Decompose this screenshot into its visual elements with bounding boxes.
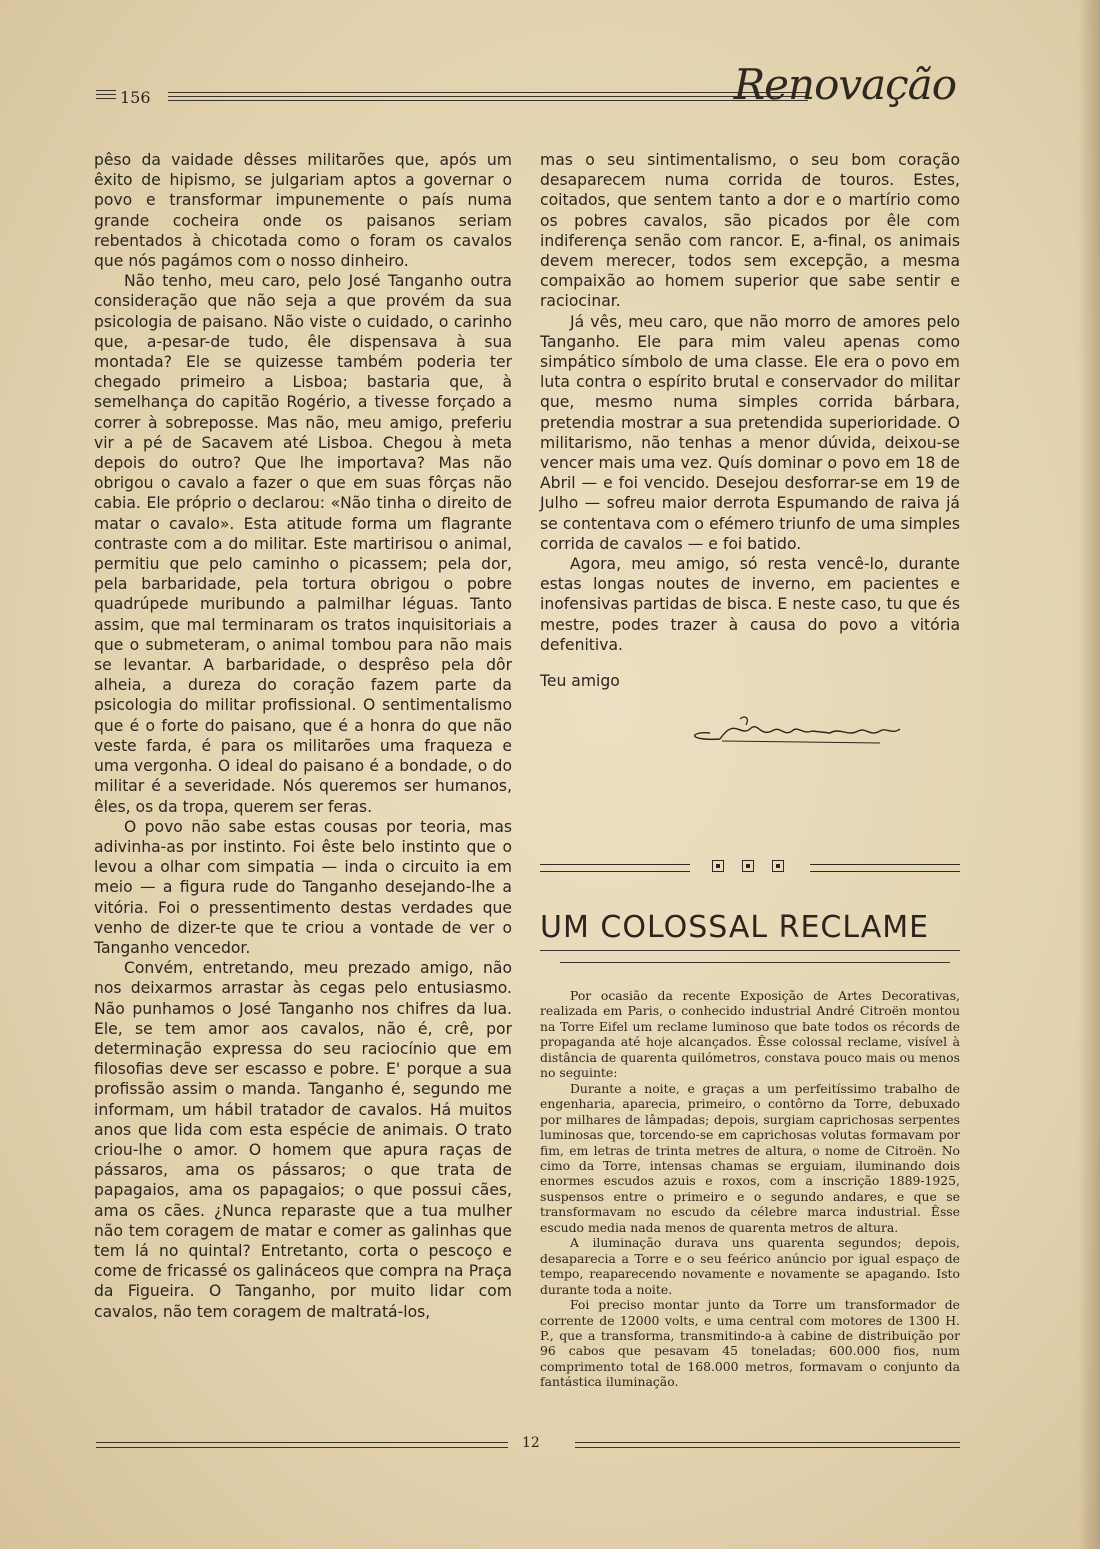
signature xyxy=(540,707,960,767)
header-rule xyxy=(168,92,808,93)
left-column xyxy=(94,150,512,1322)
paragraph: Já vês, meu caro, que não morro de amores pelo Tanganho. Ele para mim valeu apenas como simpático símbolo de uma classe. Ele era o povo em luta contra o espírito brutal e conservador do militar que, mesmo numa simples corrida bárbara, pretendia mostrar a sua pretendida superioridade. O militarismo, não tenhas a menor dúvida, deixou-se vencer mais uma vez. Quís dominar o povo em 18 de Abril — e foi vencido. Desejou desforrar-se em 19 de Julho — sofreu maior derrota Espumando de raiva já se contentava com o efémero triunfo de uma simples corrida de cavalos — e foi batido. xyxy=(540,312,960,553)
footer-page-number: 12 xyxy=(522,1435,540,1451)
right-column xyxy=(540,150,960,767)
paragraph: Convém, entretando, meu prezado amigo, não nos deixarmos arrastar às cegas pelo entusiasmo. Não punhamos o José Tanganho nos chifres da lua. Ele, se tem amor aos cavalos, não é, crê, por determinação expressa do seu raciocínio que em filosofias deve ser escasso e pobre. E' porque a sua profissão assim o manda. Tanganho é, segundo me informam, um hábil tratador de cavalos. Há muitos anos que lida com esta espécie de animais. O trato criou-lhe o amor. O homem que apura raças de pássaros, ama os pássaros; o que trata de papagaios, ama os papagaios; o que possui cães, ama os cães. ¿Nunca reparaste que a tua mulher não tem coragem de matar e comer as galinhas que tem lá no quintal? Entretanto, corta o pescoço e come de fricassé os galináceos que compra na Praça da Figueira. O Tanganho, por muito lidar com cavalos, não tem coragem de maltratá-los, xyxy=(94,959,512,1321)
ornament-square xyxy=(712,860,724,872)
title-rule xyxy=(560,962,950,963)
divider-rule xyxy=(810,864,960,872)
article-paragraph: Por ocasião da recente Exposição de Artes Decorativas, realizada em Paris, o conhecido industrial André Citroën montou na Torre Eifel um reclame luminoso que bate todos os récords de propaganda até hoje alcançados. Êsse colossal reclame, visível à distância de quarenta quilómetros, constava pouco mais ou menos no seguinte: xyxy=(540,988,960,1081)
page-number: 156 xyxy=(120,88,151,107)
section-divider xyxy=(540,858,960,878)
article-paragraph: Durante a noite, e graças a um perfeitíssimo trabalho de engenharia, aparecia, primeiro, o contôrno da Torre, debuxado por milhares de lâmpadas; depois, surgiam caprichosas serpentes luminosas que, torcendo-se em caprichosas volutas formavam por fim, em letras de trinta metres de altura, o nome de Citroën. No cimo da Torre, intensas chamas se erguiam, iluminando dois enormes escudos azuis e roxos, com a inscrição 1889-1925, suspensos entre o primeiro e o segundo andares, e que se transformavam no escudo da célebre marca industrial. Êsse escudo media nada menos de quarenta metros de altura. xyxy=(540,1080,960,1235)
title-rule xyxy=(540,950,960,951)
ornament-square xyxy=(742,860,754,872)
article-title: UM COLOSSAL RECLAME xyxy=(540,910,930,945)
paragraph: Não tenho, meu caro, pelo José Tanganho outra consideração que não seja a que provém da sua psicologia de paisano. Não viste o cuidado, o carinho que, a-pesar-de tudo, êle dispensava à sua montada? Ele se quizesse também poderia ter chegado primeiro a Lisboa; bastaria que, à semelhança do capitão Rogério, a tivesse forçado a correr à sobreposse. Mas não, meu amigo, preferiu vir a pé de Sacavem até Lisboa. Chegou à meta depois do outro? Que lhe importava? Mas não obrigou o cavalo a fazer o que em suas fôrças não cabia. Ele próprio o declarou: «Não tinha o direito de matar o cavalo». Esta atitude forma um flagrante contraste com a do militar. Este martirisou o animal, permitiu que pelo caminho o picassem; pela dor, pela barbaridade, pela tortura obrigou o pobre quadrúpede muribundo a palmilhar léguas. Tanto assim, que mal terminaram os tratos inquisitoriais a que o submeteram, o animal tombou para não mais se levantar. A barbaridade, o desprêso pela dôr alheia, a dureza do coração fazem parte da psicologia do militar profissional. O sentimentalismo que é o forte do paisano, que é a honra do que não veste farda, é para os militarões uma fraqueza e uma vergonha. O ideal do paisano é a bondade, o do militar é a severidade. Nós queremos ser humanos, êles, os da tropa, querem ser feras. xyxy=(94,272,512,816)
paragraph: Agora, meu amigo, só resta vencê-lo, durante estas longas noutes de inverno, em pacientes e inofensivas partidas de bisca. E neste caso, tu que és mestre, podes trazer à causa do povo a vitória defenitiva. xyxy=(540,555,960,654)
header-rule xyxy=(96,98,116,99)
header-rule xyxy=(96,94,116,95)
paragraph: O povo não sabe estas cousas por teoria, mas adivinha-as por instinto. Foi êste belo instinto que o levou a olhar com simpatia — inda o circuito ia em meio — a figura rude do Tanganho desejando-lhe a vitória. Foi o pressentimento destas verdades que venho de dizer-te que te criou a vontade de ver o Tanganho vencedor. xyxy=(94,817,512,957)
header-rule xyxy=(168,96,808,97)
header-rule xyxy=(96,90,116,91)
divider-rule xyxy=(540,864,690,872)
article-paragraph: Foi preciso montar junto da Torre um transformador de corrente de 12000 volts, e uma central com motores de 1300 H. P., que a transforma, transmitindo-a à cabine de distribuição por 96 cabos que pesavam 45 toneladas; 600.000 fios, num comprimento total de 168.000 metros, formavam o conjunto da fantástica iluminação. xyxy=(540,1297,960,1390)
paragraph: mas o seu sintimentalismo, o seu bom coração desaparecem numa corrida de touros. Estes, coitados, que sentem tanto a dor e o martírio como os pobres cavalos, são picados por êle com indiferença senão com rancor. E, a-final, os animais devem merecer, todos sem excepção, a mesma compaixão ao homem superior que sabe sentir e raciocinar. xyxy=(540,151,960,311)
article-body xyxy=(540,988,960,1390)
footer-rule xyxy=(96,1442,508,1448)
paragraph: pêso da vaidade dêsses militarões que, após um êxito de hipismo, se julgariam aptos a governar o povo e transformar impunemente o país numa grande cocheira onde os paisanos seriam rebentados à chicotada como o foram os cavalos que nós pagámos com o nosso dinheiro. xyxy=(94,151,512,271)
article-paragraph: A iluminação durava uns quarenta segundos; depois, desaparecia a Torre e o seu feérico anúncio por igual espaço de tempo, reaparecendo novamente e novamente se apagando. Isto durante toda a noite. xyxy=(540,1235,960,1297)
ornament-square xyxy=(772,860,784,872)
handwritten-signature xyxy=(680,707,920,757)
page-edge-shadow xyxy=(1078,0,1100,1549)
footer-rule xyxy=(575,1442,960,1448)
header-rule xyxy=(168,100,808,101)
masthead-title: Renovação xyxy=(733,60,956,109)
page-header xyxy=(96,60,966,118)
closing-greeting: Teu amigo xyxy=(540,672,620,691)
